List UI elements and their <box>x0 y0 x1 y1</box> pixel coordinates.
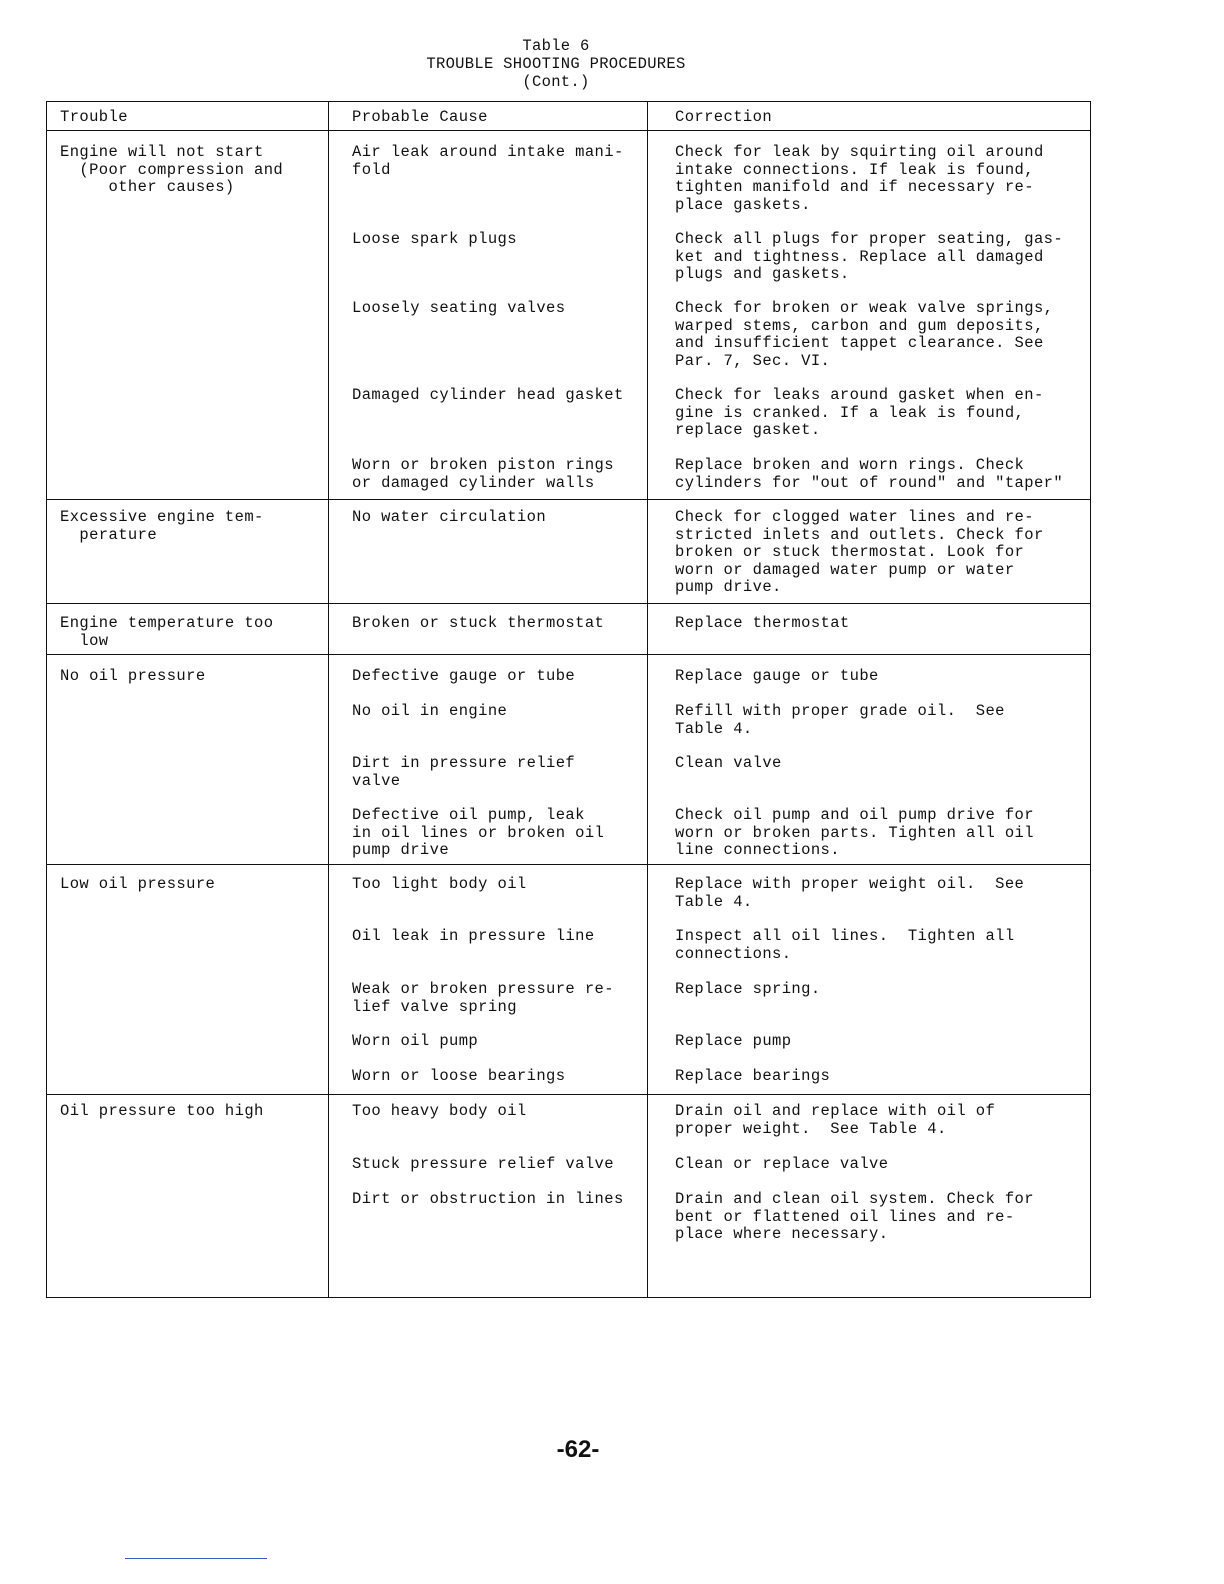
cause-cell: Defective oil pump, leak in oil lines or broken oil pump drive <box>352 806 605 859</box>
correction-cell: Check for leak by squirting oil around intake connections. If leak is found, tighten manifold and if necessary re- place gaskets. <box>675 143 1044 214</box>
row-divider <box>47 603 1090 604</box>
correction-cell: Clean valve <box>675 754 782 772</box>
column-divider <box>328 102 329 1297</box>
correction-cell: Drain and clean oil system. Check for bent or flattened oil lines and re- place where necessary. <box>675 1190 1034 1243</box>
correction-cell: Check for clogged water lines and re- stricted inlets and outlets. Check for broken or stuck thermostat. Look for worn or damaged water pump or water pump drive. <box>675 508 1044 596</box>
correction-cell: Replace gauge or tube <box>675 667 879 685</box>
correction-cell: Inspect all oil lines. Tighten all connections. <box>675 927 1015 963</box>
row-divider <box>47 654 1090 655</box>
trouble-cell: No oil pressure <box>60 667 206 685</box>
header-trouble: Trouble <box>60 108 128 126</box>
correction-cell: Replace bearings <box>675 1067 831 1085</box>
row-divider <box>47 1094 1090 1095</box>
cause-cell: Worn oil pump <box>352 1032 479 1050</box>
trouble-cell: Oil pressure too high <box>60 1102 264 1120</box>
correction-cell: Replace spring. <box>675 980 821 998</box>
table-number: Table 6 <box>522 37 590 55</box>
correction-cell: Replace pump <box>675 1032 792 1050</box>
correction-cell: Clean or replace valve <box>675 1155 889 1173</box>
cause-cell: Damaged cylinder head gasket <box>352 386 624 404</box>
cause-cell: Loose spark plugs <box>352 230 517 248</box>
cause-cell: Stuck pressure relief valve <box>352 1155 614 1173</box>
row-divider <box>47 499 1090 500</box>
row-divider <box>47 864 1090 865</box>
trouble-cell: Low oil pressure <box>60 875 216 893</box>
cause-cell: Oil leak in pressure line <box>352 927 595 945</box>
cause-cell: Worn or loose bearings <box>352 1067 566 1085</box>
correction-cell: Check oil pump and oil pump drive for worn or broken parts. Tighten all oil line connections. <box>675 806 1034 859</box>
cause-cell: Broken or stuck thermostat <box>352 614 605 632</box>
cause-cell: No water circulation <box>352 508 547 526</box>
header-correction: Correction <box>675 108 773 126</box>
page-number: -62- <box>556 1436 600 1463</box>
cause-cell: Dirt or obstruction in lines <box>352 1190 624 1208</box>
correction-cell: Check for broken or weak valve springs, warped stems, carbon and gum deposits, and insufficient tappet clearance. See Par. 7, Sec. VI. <box>675 299 1054 370</box>
cause-cell: Weak or broken pressure re- lief valve spring <box>352 980 614 1016</box>
correction-cell: Check all plugs for proper seating, gas- ket and tightness. Replace all damaged plugs and gaskets. <box>675 230 1064 283</box>
correction-cell: Replace thermostat <box>675 614 850 632</box>
trouble-shooting-table <box>46 101 1091 1298</box>
cause-cell: Dirt in pressure relief valve <box>352 754 576 790</box>
trouble-cell: Engine temperature too low <box>60 614 274 650</box>
table-cont-label: (Cont.) <box>522 73 590 91</box>
trouble-cell: Excessive engine tem- perature <box>60 508 264 544</box>
cause-cell: Defective gauge or tube <box>352 667 576 685</box>
footer-rule <box>125 1558 267 1559</box>
column-divider <box>647 102 648 1297</box>
cause-cell: No oil in engine <box>352 702 508 720</box>
cause-cell: Too light body oil <box>352 875 527 893</box>
cause-cell: Air leak around intake mani- fold <box>352 143 624 179</box>
cause-cell: Loosely seating valves <box>352 299 566 317</box>
correction-cell: Replace broken and worn rings. Check cylinders for "out of round" and "taper" <box>675 456 1064 492</box>
cause-cell: Too heavy body oil <box>352 1102 527 1120</box>
cause-cell: Worn or broken piston rings or damaged cylinder walls <box>352 456 614 492</box>
table-title: TROUBLE SHOOTING PROCEDURES <box>426 55 686 73</box>
correction-cell: Drain oil and replace with oil of proper weight. See Table 4. <box>675 1102 996 1138</box>
header-probable-cause: Probable Cause <box>352 108 488 126</box>
correction-cell: Check for leaks around gasket when en- gine is cranked. If a leak is found, replace gasket. <box>675 386 1044 439</box>
correction-cell: Refill with proper grade oil. See Table 4. <box>675 702 1005 738</box>
trouble-cell: Engine will not start (Poor compression and other causes) <box>60 143 284 196</box>
header-divider <box>47 130 1090 131</box>
correction-cell: Replace with proper weight oil. See Table 4. <box>675 875 1025 911</box>
